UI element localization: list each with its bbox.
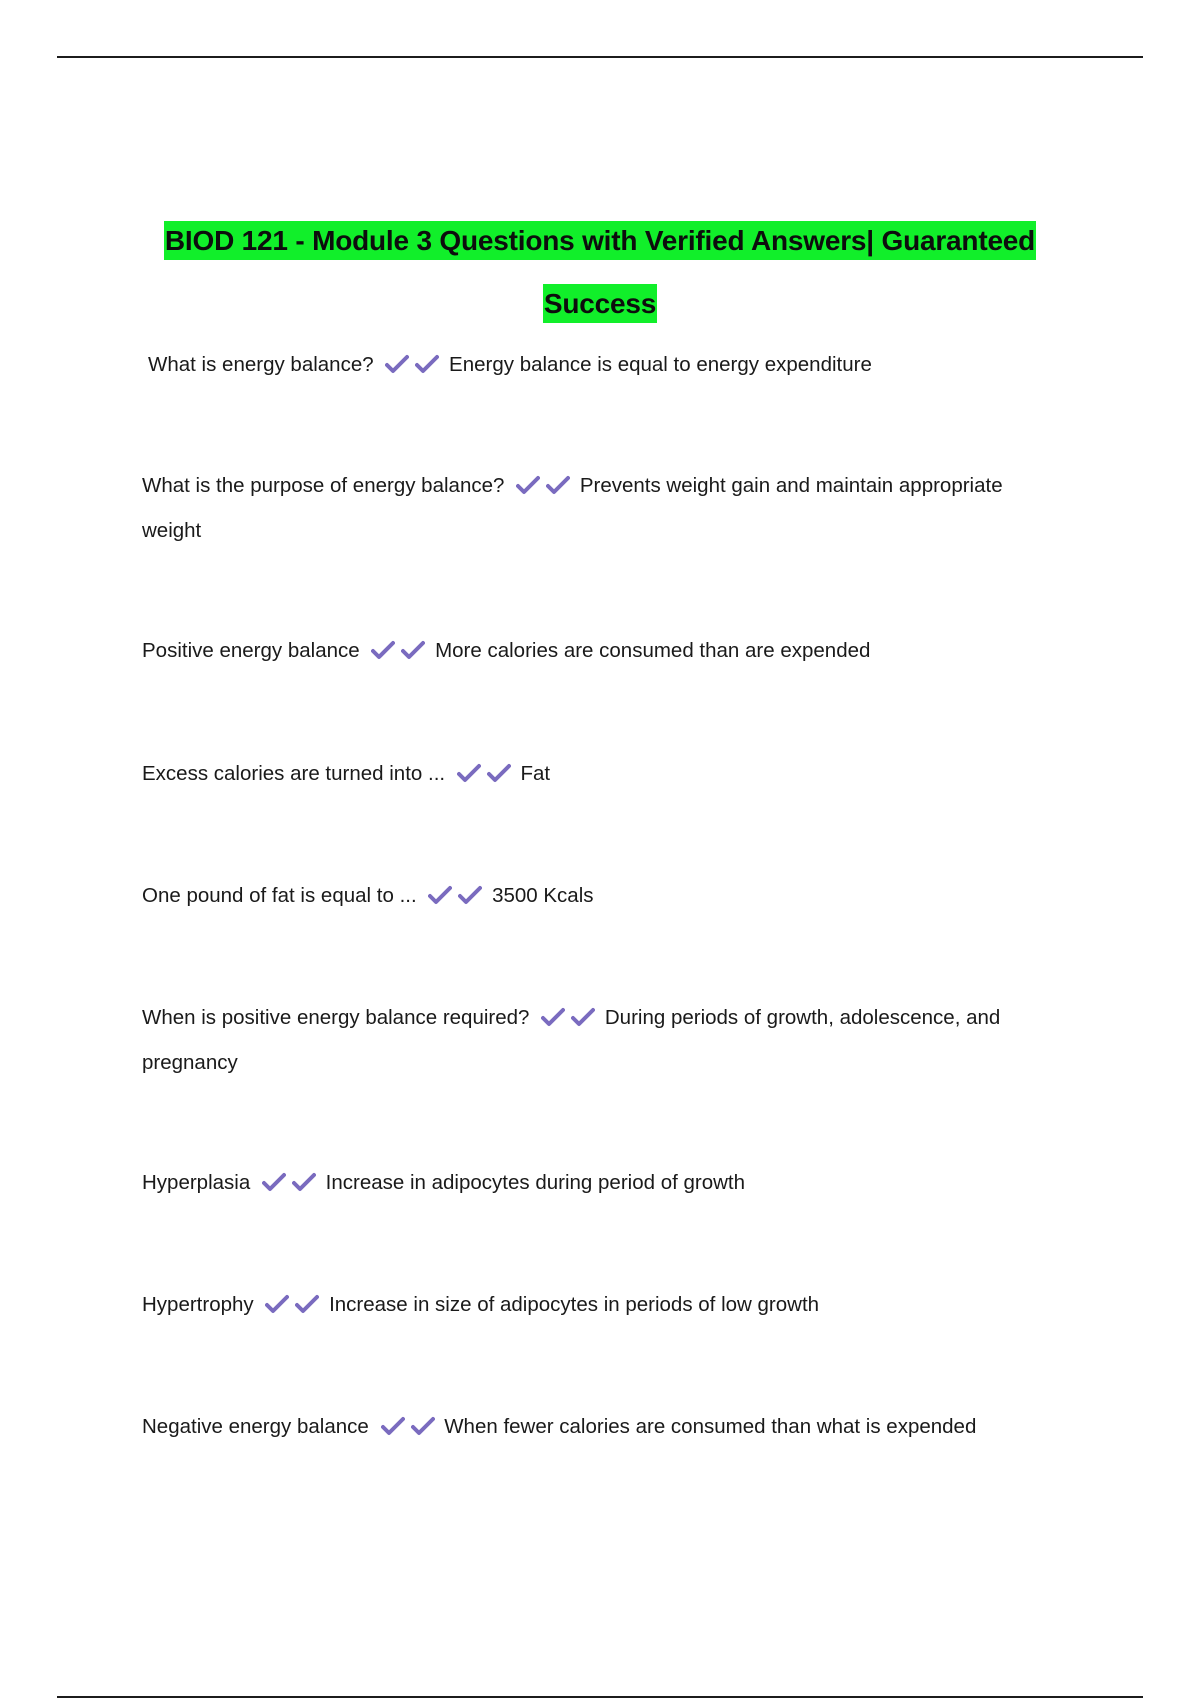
- answer-text: When fewer calories are consumed than what is expended: [444, 1415, 977, 1438]
- check-icon: [457, 763, 481, 783]
- answer-text: During periods of growth, adolescence, and pregnancy: [142, 1006, 1001, 1074]
- check-icon: [292, 1172, 316, 1192]
- qa-item: [142, 995, 1062, 1085]
- check-icon: [458, 885, 482, 905]
- answer-text: More calories are consumed than are expended: [435, 639, 871, 662]
- question-text: What is energy balance?: [148, 353, 374, 376]
- check-icon: [541, 1007, 565, 1027]
- qa-item: [148, 342, 1068, 387]
- check-icon: [415, 354, 439, 374]
- check-icon: [262, 1172, 286, 1192]
- answer-text: Increase in adipocytes during period of growth: [325, 1171, 746, 1194]
- qa-item: [142, 463, 1062, 553]
- question-text: What is the purpose of energy balance?: [142, 474, 505, 497]
- check-icon: [381, 1416, 405, 1436]
- qa-item: [142, 1404, 1062, 1449]
- footer-rule: [57, 1696, 1143, 1698]
- check-icon: [371, 640, 395, 660]
- qa-item: [142, 873, 1062, 918]
- header-rule: [57, 56, 1143, 58]
- check-icon: [428, 885, 452, 905]
- check-icon: [401, 640, 425, 660]
- qa-item: [142, 751, 1062, 796]
- check-icon: [265, 1294, 289, 1314]
- question-text: Negative energy balance: [142, 1415, 369, 1438]
- answer-text: Increase in size of adipocytes in periods of low growth: [329, 1293, 820, 1316]
- check-icon: [295, 1294, 319, 1314]
- title-highlight: BIOD 121 - Module 3 Questions with Verified Answers| Guaranteed Success: [164, 221, 1036, 323]
- check-icon: [411, 1416, 435, 1436]
- document-title: [164, 221, 1036, 323]
- check-icon: [571, 1007, 595, 1027]
- question-text: When is positive energy balance required?: [142, 1006, 530, 1029]
- answer-text: Energy balance is equal to energy expenditure: [449, 353, 872, 376]
- answer-text: Fat: [520, 762, 551, 785]
- question-text: One pound of fat is equal to ...: [142, 884, 417, 907]
- question-text: Hyperplasia: [142, 1171, 251, 1194]
- question-text: Positive energy balance: [142, 639, 360, 662]
- check-icon: [487, 763, 511, 783]
- qa-item: [142, 1160, 1062, 1205]
- qa-item: [142, 628, 1062, 673]
- check-icon: [385, 354, 409, 374]
- check-icon: [546, 475, 570, 495]
- answer-text: 3500 Kcals: [492, 884, 594, 907]
- answer-text: Prevents weight gain and maintain appropriate weight: [142, 474, 1003, 542]
- question-text: Excess calories are turned into ...: [142, 762, 446, 785]
- title-block: [120, 212, 1080, 338]
- check-icon: [516, 475, 540, 495]
- qa-item: [142, 1282, 1062, 1327]
- question-text: Hypertrophy: [142, 1293, 254, 1316]
